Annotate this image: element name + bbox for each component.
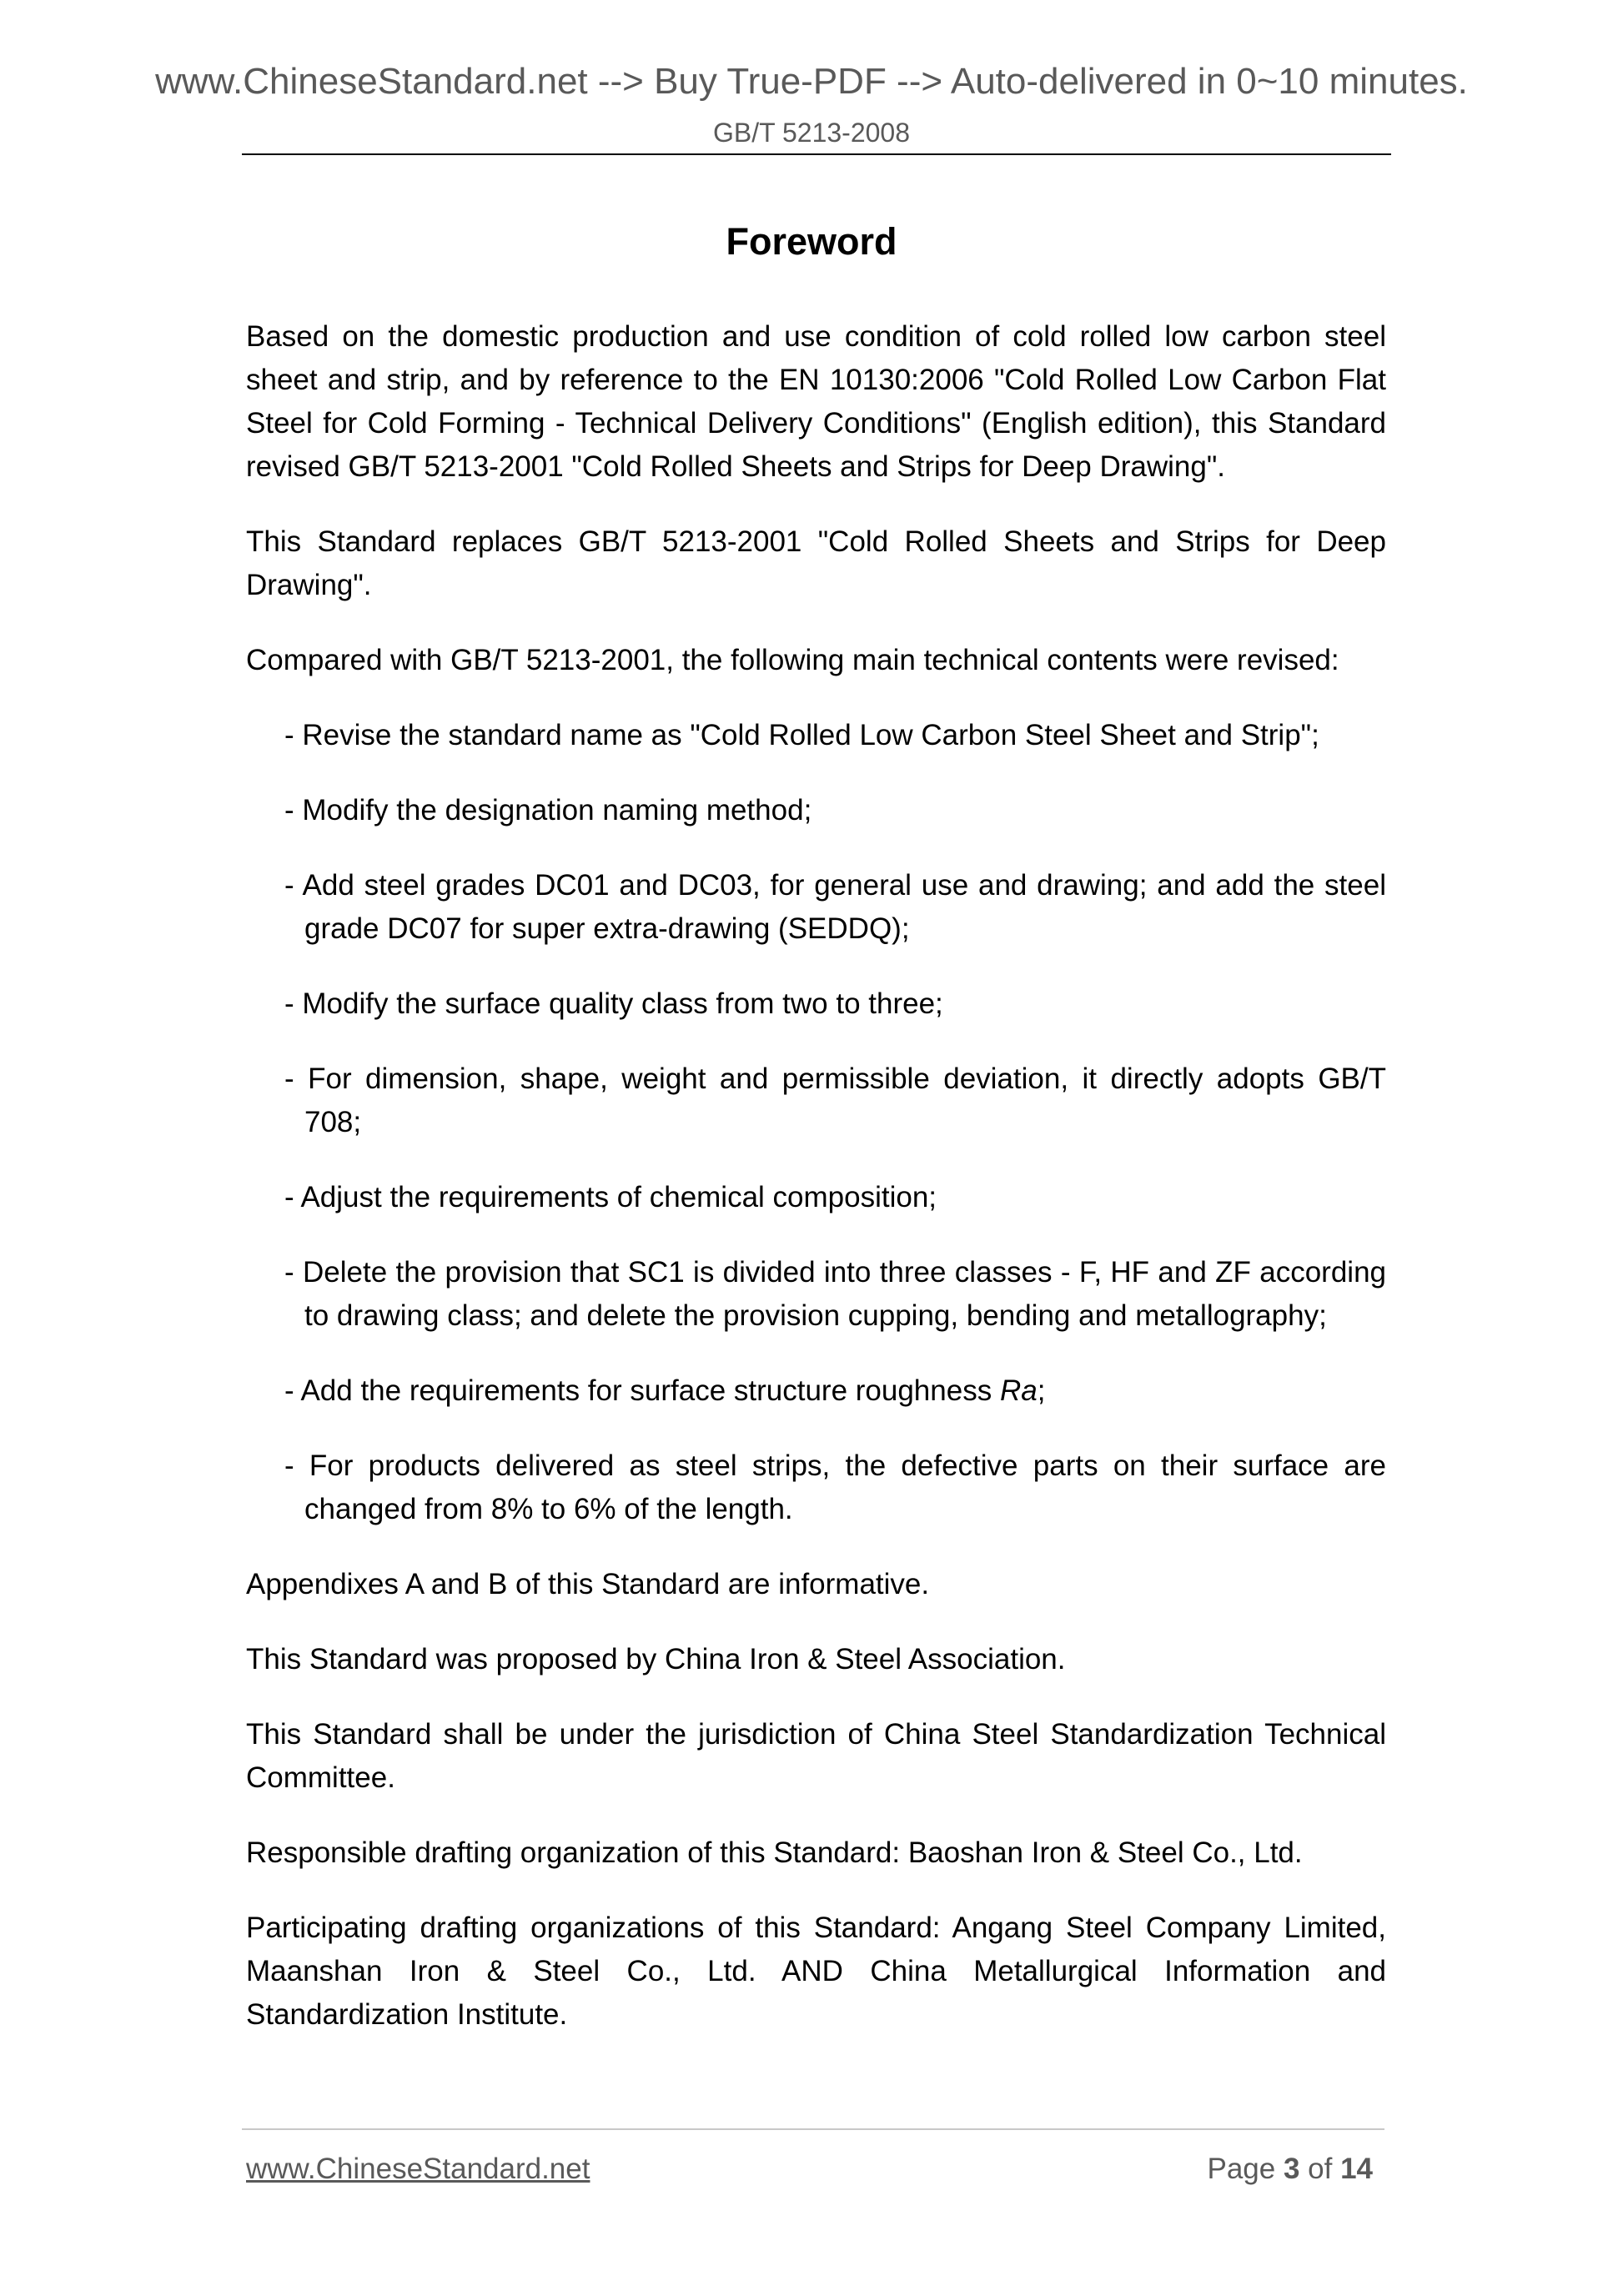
revision-item: - For dimension, shape, weight and permissible deviation, it directly adopts GB/T 708; [284, 1063, 1386, 1138]
revision-item: - For products delivered as steel strips, the defective parts on their surface are changed from 8% to 6% of the length. [284, 1449, 1386, 1525]
page-separator: of [1299, 2153, 1341, 2185]
paragraph: Participating drafting organizations of this Standard: Angang Steel Company Limited, Maanshan Iron & Steel Co., Ltd. AND China Metallurgical Information and Standardization Institute. [246, 1912, 1386, 2031]
page-prefix: Page [1207, 2153, 1284, 2185]
paragraph: Responsible drafting organization of this Standard: Baoshan Iron & Steel Co., Ltd. [246, 1836, 1303, 1869]
footer-divider [242, 2128, 1384, 2130]
document-code: GB/T 5213-2008 [712, 118, 910, 148]
paragraph: Based on the domestic production and use condition of cold rolled low carbon steel sheet and strip, and by reference to the EN 10130:2006 "Cold Rolled Low Carbon Flat Steel for Cold Forming - Technical Delivery Conditions" (English edition), this Standard revised GB/T 5213-2001 "Cold Rolled Sheets and Strips for Deep Drawing". [246, 320, 1386, 483]
header-banner: www.ChineseStandard.net --> Buy True-PDF --> Auto-delivered in 0~10 minutes. [155, 61, 1468, 102]
document-body [246, 315, 1386, 2068]
page-title: Foreword [726, 220, 897, 263]
page-current: 3 [1283, 2153, 1300, 2185]
revision-item-end: ; [1037, 1374, 1046, 1407]
page-number [1207, 2152, 1373, 2187]
page-total: 14 [1340, 2153, 1373, 2185]
paragraph: This Standard replaces GB/T 5213-2001 "Cold Rolled Sheets and Strips for Deep Drawing". [246, 525, 1386, 601]
revision-item-text: - Add the requirements for surface structure roughness [284, 1374, 1000, 1407]
revision-item: - Modify the designation naming method; [284, 794, 812, 826]
revision-item [246, 1369, 1386, 1413]
paragraph: Appendixes A and B of this Standard are informative. [246, 1568, 930, 1600]
revision-item: - Delete the provision that SC1 is divided into three classes - F, HF and ZF according to drawing class; and delete the provision cupping, bending and metallography; [284, 1256, 1386, 1332]
footer-site-link[interactable]: www.ChineseStandard.net [246, 2153, 590, 2185]
revision-item: - Add steel grades DC01 and DC03, for general use and drawing; and add the steel grade DC07 for super extra-drawing (SEDDQ); [284, 869, 1386, 945]
revision-item: - Modify the surface quality class from two to three; [284, 987, 943, 1020]
revision-item: - Revise the standard name as "Cold Rolled Low Carbon Steel Sheet and Strip"; [284, 719, 1319, 751]
paragraph: This Standard shall be under the jurisdiction of China Steel Standardization Technical Committee. [246, 1718, 1386, 1794]
paragraph: Compared with GB/T 5213-2001, the following main technical contents were revised: [246, 644, 1339, 676]
roughness-symbol: Ra [999, 1374, 1038, 1407]
revision-item: - Adjust the requirements of chemical composition; [284, 1181, 937, 1213]
header-divider [242, 153, 1391, 155]
paragraph: This Standard was proposed by China Iron & Steel Association. [246, 1643, 1066, 1676]
